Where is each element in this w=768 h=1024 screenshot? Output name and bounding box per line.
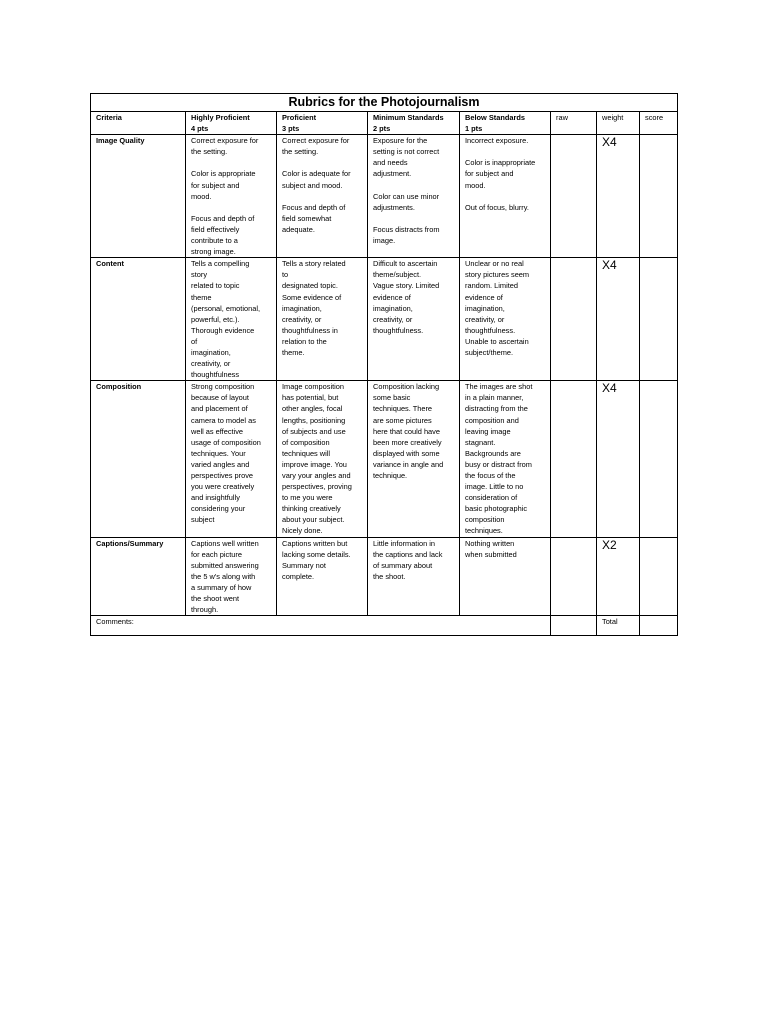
criteria-cell: Captions/Summary	[91, 537, 186, 616]
score-cell	[640, 537, 678, 616]
table-row	[91, 135, 678, 258]
raw-cell	[551, 381, 597, 537]
header-highly-proficient: Highly Proficient 4 pts	[186, 112, 277, 135]
header-below-standards: Below Standards 1 pts	[460, 112, 551, 135]
table-row	[91, 537, 678, 616]
raw-cell	[551, 135, 597, 258]
proficient-cell: Image composition has potential, but other angles, focal lengths, positioning of subjects and use of composition techniques will improve image. You vary your angles and perspectives, proving to me you were thinking creatively about your subject. Nicely done.	[277, 381, 368, 537]
score-cell	[640, 135, 678, 258]
page-title: Rubrics for the Photojournalism	[91, 94, 678, 112]
proficient-cell: Captions written but lacking some details. Summary not complete.	[277, 537, 368, 616]
weight-cell: X4	[597, 258, 640, 381]
header-proficient: Proficient 3 pts	[277, 112, 368, 135]
minimum-standards-cell: Difficult to ascertain theme/subject. Vague story. Limited evidence of imagination, creativity, or thoughtfulness.	[368, 258, 460, 381]
highly-proficient-cell: Captions well written for each picture submitted answering the 5 w's along with a summary of how the shoot went through.	[186, 537, 277, 616]
total-score-cell	[640, 616, 678, 636]
raw-cell	[551, 258, 597, 381]
minimum-standards-cell: Little information in the captions and lack of summary about the shoot.	[368, 537, 460, 616]
header-minimum-standards: Minimum Standards 2 pts	[368, 112, 460, 135]
header-score: score	[640, 112, 678, 135]
below-standards-cell: Unclear or no real story pictures seem random. Limited evidence of imagination, creativity, or thoughtfulness. Unable to ascertain subject/theme.	[460, 258, 551, 381]
header-raw: raw	[551, 112, 597, 135]
score-cell	[640, 258, 678, 381]
table-row	[91, 381, 678, 537]
below-standards-cell: Nothing written when submitted	[460, 537, 551, 616]
header-row	[91, 112, 678, 135]
highly-proficient-cell: Correct exposure for the setting. Color is appropriate for subject and mood. Focus and depth of field effectively contribute to a strong image.	[186, 135, 277, 258]
raw-cell	[551, 537, 597, 616]
total-label: Total	[597, 616, 640, 636]
highly-proficient-cell: Strong composition because of layout and placement of camera to model as well as effective usage of composition techniques. Your varied angles and perspectives prove you were creatively and insightfully considering your subject	[186, 381, 277, 537]
criteria-cell: Content	[91, 258, 186, 381]
proficient-cell: Correct exposure for the setting. Color is adequate for subject and mood. Focus and depth of field somewhat adequate.	[277, 135, 368, 258]
criteria-cell: Image Quality	[91, 135, 186, 258]
weight-cell: X2	[597, 537, 640, 616]
weight-cell: X4	[597, 135, 640, 258]
score-cell	[640, 381, 678, 537]
minimum-standards-cell: Composition lacking some basic techniques. There are some pictures here that could have been more creatively displayed with some variance in angle and technique.	[368, 381, 460, 537]
proficient-cell: Tells a story related to designated topic. Some evidence of imagination, creativity, or thoughtfulness in relation to the theme.	[277, 258, 368, 381]
header-criteria: Criteria	[91, 112, 186, 135]
criteria-cell: Composition	[91, 381, 186, 537]
minimum-standards-cell: Exposure for the setting is not correct and needs adjustment. Color can use minor adjustments. Focus distracts from image.	[368, 135, 460, 258]
below-standards-cell: Incorrect exposure. Color is inappropriate for subject and mood. Out of focus, blurry.	[460, 135, 551, 258]
below-standards-cell: The images are shot in a plain manner, distracting from the composition and leaving image stagnant. Backgrounds are busy or distract from the focus of the image. Little to no consideration of basic photographic composition techniques.	[460, 381, 551, 537]
header-weight: weight	[597, 112, 640, 135]
footer-row	[91, 616, 678, 636]
rubric-table	[90, 93, 678, 636]
weight-cell: X4	[597, 381, 640, 537]
highly-proficient-cell: Tells a compelling story related to topic theme (personal, emotional, powerful, etc.). Thorough evidence of imagination, creativity, or thoughtfulness	[186, 258, 277, 381]
comments-cell: Comments:	[91, 616, 551, 636]
raw-total-cell	[551, 616, 597, 636]
table-row	[91, 258, 678, 381]
